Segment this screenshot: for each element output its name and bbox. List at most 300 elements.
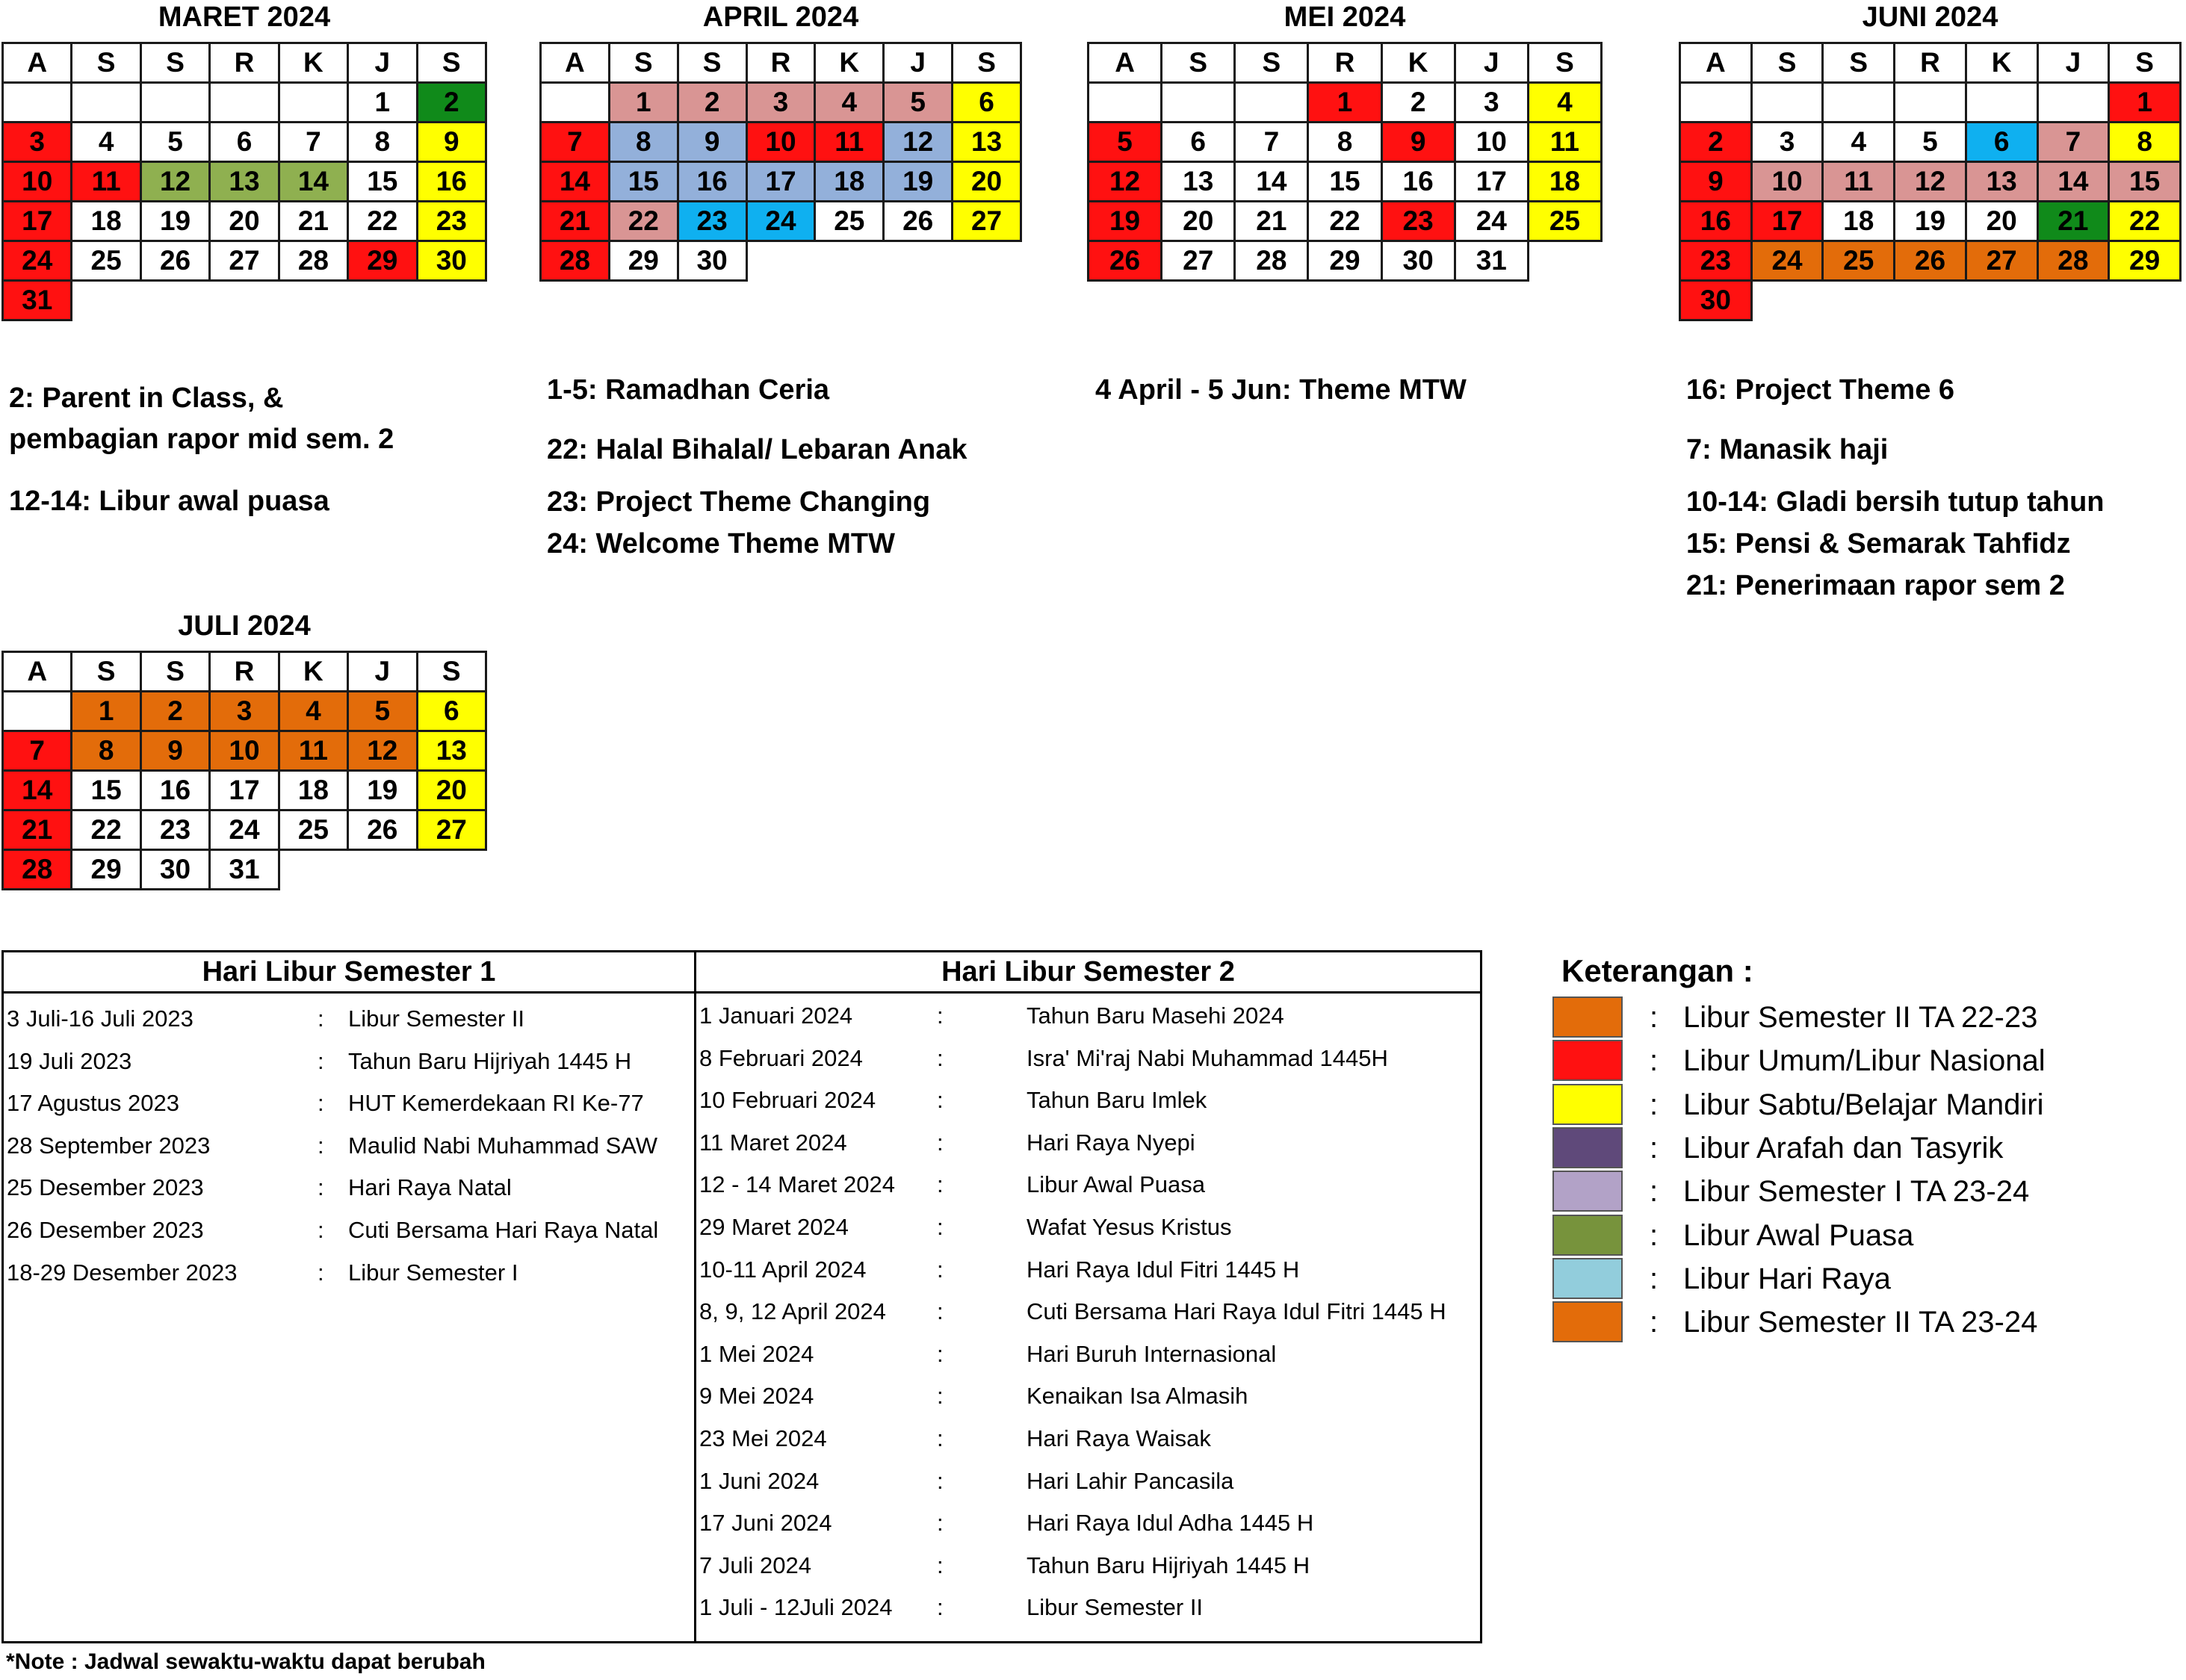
calendar-day: 20: [1966, 202, 2037, 241]
calendar-day: 10: [1455, 123, 1528, 162]
calendar-day: 22: [72, 810, 140, 850]
calendar-day: 20: [417, 771, 486, 810]
note-line: 4 April - 5 Jun: Theme MTW: [1095, 374, 1467, 406]
footnote: *Note : Jadwal sewaktu-waktu dapat berubah: [6, 1649, 486, 1674]
calendar-juli: [1, 610, 487, 890]
legend-swatch: [1552, 1171, 1623, 1212]
calendar-day: 18: [1823, 202, 1895, 241]
calendar-day: 4: [72, 123, 140, 162]
calendar-day: 15: [1308, 162, 1381, 202]
legend-swatch: [1552, 1084, 1623, 1125]
holiday-date: 9 Mei 2024: [699, 1383, 814, 1410]
calendar-blank: [279, 850, 347, 890]
calendar-day: 21: [279, 202, 347, 241]
calendar-blank: [210, 281, 279, 320]
calendar-day: 6: [1162, 123, 1235, 162]
calendar-day: 19: [884, 162, 953, 202]
calendar-day: 19: [1089, 202, 1162, 241]
calendar-day-empty: [1966, 83, 2037, 123]
calendar-blank: [2037, 281, 2109, 320]
holiday-separator: :: [937, 1298, 944, 1325]
calendar-day: 5: [884, 83, 953, 123]
calendar-day: 19: [348, 771, 417, 810]
calendar-day-empty: [140, 83, 209, 123]
legend-separator: :: [1650, 1044, 1659, 1078]
holiday-name: Hari Raya Natal: [348, 1174, 512, 1201]
calendar-april: [539, 1, 1022, 282]
calendar-day: 8: [348, 123, 417, 162]
holiday-semester-2: [696, 952, 1481, 1643]
holiday-row: [4, 1082, 694, 1125]
calendar-day: 20: [953, 162, 1021, 202]
calendar-day: 24: [746, 202, 815, 241]
calendar-day: 28: [541, 241, 610, 281]
holiday-name: Cuti Bersama Hari Raya Natal: [348, 1216, 659, 1243]
weekday-header: S: [2109, 43, 2181, 83]
calendar-day: 11: [72, 162, 140, 202]
calendar-grid: [539, 42, 1022, 282]
calendar-day: 8: [609, 123, 678, 162]
calendar-day: 10: [1751, 162, 1823, 202]
holiday-separator: :: [318, 1090, 324, 1117]
calendar-day: 2: [140, 692, 209, 731]
month-title: JULI 2024: [178, 610, 311, 642]
legend-item: [1552, 1127, 2150, 1170]
calendar-day: 21: [541, 202, 610, 241]
calendar-day: 24: [1455, 202, 1528, 241]
calendar-day: 11: [1528, 123, 1601, 162]
holiday-semester-2-title: Hari Libur Semester 2: [696, 952, 1480, 994]
calendar-day: 23: [417, 202, 486, 241]
legend-label: Libur Hari Raya: [1683, 1262, 1891, 1295]
holiday-date: 1 Juni 2024: [699, 1467, 820, 1494]
calendar-day: 29: [609, 241, 678, 281]
calendar-day: 30: [417, 241, 486, 281]
calendar-day: 3: [746, 83, 815, 123]
holiday-row: [4, 1125, 694, 1168]
calendar-day: 9: [140, 731, 209, 771]
weekday-header: S: [1751, 43, 1823, 83]
weekday-header: J: [2037, 43, 2109, 83]
note-line: 16: Project Theme 6: [1686, 374, 1955, 406]
legend-label: Libur Awal Puasa: [1683, 1218, 1914, 1252]
calendar-day: 27: [953, 202, 1021, 241]
weekday-header: S: [140, 652, 209, 692]
holiday-separator: :: [318, 1174, 324, 1201]
holiday-name: Libur Semester II: [348, 1005, 525, 1032]
calendar-day: 1: [609, 83, 678, 123]
calendar-day: 2: [1381, 83, 1455, 123]
calendar-day: 22: [1308, 202, 1381, 241]
weekday-header: S: [417, 652, 486, 692]
calendar-blank: [417, 850, 486, 890]
holiday-separator: :: [937, 1044, 944, 1071]
calendar-day: 16: [417, 162, 486, 202]
calendar-day: 3: [3, 123, 72, 162]
legend-separator: :: [1650, 1218, 1659, 1252]
holiday-date: 10-11 April 2024: [699, 1256, 867, 1283]
holiday-date: 18-29 Desember 2023: [7, 1259, 238, 1286]
calendar-day: 13: [1966, 162, 2037, 202]
holiday-separator: :: [318, 1132, 324, 1159]
weekday-header: S: [609, 43, 678, 83]
holiday-name: Tahun Baru Hijriyah 1445 H: [348, 1047, 632, 1074]
holiday-date: 10 Februari 2024: [699, 1087, 876, 1114]
holiday-date: 19 Juli 2023: [7, 1047, 132, 1074]
holiday-row: [696, 1375, 1480, 1418]
holiday-name: Tahun Baru Masehi 2024: [1027, 1002, 1284, 1029]
calendar-grid: [1679, 42, 2182, 321]
weekday-header: S: [140, 43, 209, 83]
calendar-day: 26: [348, 810, 417, 850]
holiday-date: 1 Juli - 12Juli 2024: [699, 1594, 893, 1621]
holiday-date: 25 Desember 2023: [7, 1174, 204, 1201]
calendar-blank: [1823, 281, 1895, 320]
weekday-header: S: [72, 652, 140, 692]
calendar-day-empty: [1089, 83, 1162, 123]
holiday-row: [696, 1545, 1480, 1587]
holiday-name: Maulid Nabi Muhammad SAW: [348, 1132, 658, 1159]
calendar-day: 3: [1751, 123, 1823, 162]
calendar-day: 8: [2109, 123, 2181, 162]
calendar-day: 1: [348, 83, 417, 123]
legend-separator: :: [1650, 1131, 1659, 1165]
holiday-date: 17 Agustus 2023: [7, 1090, 179, 1117]
calendar-day: 11: [1823, 162, 1895, 202]
holiday-name: Wafat Yesus Kristus: [1027, 1213, 1232, 1240]
calendar-day: 24: [3, 241, 72, 281]
calendar-blank: [1751, 281, 1823, 320]
calendar-blank: [815, 241, 884, 281]
calendar-day: 18: [279, 771, 347, 810]
weekday-header: S: [953, 43, 1021, 83]
note-line: pembagian rapor mid sem. 2: [9, 424, 394, 455]
holiday-date: 8 Februari 2024: [699, 1044, 863, 1071]
holiday-name: Hari Raya Nyepi: [1027, 1129, 1195, 1156]
holiday-row: [4, 1041, 694, 1083]
legend-item: [1552, 1258, 2150, 1301]
calendar-day: 7: [2037, 123, 2109, 162]
legend-item: [1552, 996, 2150, 1039]
calendar-day: 4: [1528, 83, 1601, 123]
legend-label: Libur Arafah dan Tasyrik: [1683, 1131, 2004, 1165]
calendar-day: 30: [1381, 241, 1455, 281]
calendar-day: 16: [1680, 202, 1752, 241]
legend-item: [1552, 1301, 2150, 1344]
calendar-day: 17: [210, 771, 279, 810]
calendar-juni: [1679, 1, 2182, 321]
calendar-day: 13: [953, 123, 1021, 162]
holiday-row: [696, 995, 1480, 1038]
calendar-day: 19: [140, 202, 209, 241]
legend-swatch: [1552, 996, 1623, 1038]
calendar-blank: [1895, 281, 1966, 320]
calendar-day-empty: [72, 83, 140, 123]
calendar-day: 27: [417, 810, 486, 850]
weekday-header: K: [1381, 43, 1455, 83]
weekday-header: A: [541, 43, 610, 83]
holiday-separator: :: [937, 1594, 944, 1621]
calendar-day: 30: [678, 241, 746, 281]
calendar-day: 4: [815, 83, 884, 123]
weekday-header: A: [3, 652, 72, 692]
calendar-day: 10: [210, 731, 279, 771]
legend-item: [1552, 1084, 2150, 1126]
legend-label: Libur Semester I TA 23-24: [1683, 1175, 2030, 1209]
legend-separator: :: [1650, 1088, 1659, 1121]
note-line: 1-5: Ramadhan Ceria: [547, 374, 830, 406]
calendar-day: 1: [72, 692, 140, 731]
calendar-day: 29: [2109, 241, 2181, 281]
calendar-day: 25: [1528, 202, 1601, 241]
holiday-semester-1-list: [4, 994, 694, 1294]
calendar-day: 28: [1235, 241, 1308, 281]
legend-swatch: [1552, 1258, 1623, 1299]
calendar-day: 18: [815, 162, 884, 202]
calendar-day: 5: [1895, 123, 1966, 162]
calendar-day: 3: [210, 692, 279, 731]
legend-item: [1552, 1215, 2150, 1257]
holiday-row: [696, 1122, 1480, 1165]
weekday-header: K: [1966, 43, 2037, 83]
calendar-day: 27: [1966, 241, 2037, 281]
holiday-date: 3 Juli-16 Juli 2023: [7, 1005, 193, 1032]
holiday-date: 1 Mei 2024: [699, 1340, 814, 1367]
weekday-header: J: [884, 43, 953, 83]
weekday-header: R: [1308, 43, 1381, 83]
holiday-semester-1-title: Hari Libur Semester 1: [4, 952, 694, 994]
calendar-day: 23: [678, 202, 746, 241]
calendar-day: 15: [72, 771, 140, 810]
holiday-separator: :: [937, 1213, 944, 1240]
calendar-day: 13: [1162, 162, 1235, 202]
holiday-separator: :: [937, 1467, 944, 1494]
legend-swatch: [1552, 1127, 1623, 1168]
holiday-name: Libur Awal Puasa: [1027, 1171, 1205, 1198]
calendar-day: 13: [210, 162, 279, 202]
weekday-header: S: [1162, 43, 1235, 83]
holiday-name: Tahun Baru Hijriyah 1445 H: [1027, 1552, 1310, 1578]
calendar-day: 16: [140, 771, 209, 810]
calendar-day-empty: [279, 83, 347, 123]
weekday-header: S: [1528, 43, 1601, 83]
calendar-day: 26: [884, 202, 953, 241]
calendar-day: 4: [1823, 123, 1895, 162]
calendar-blank: [1528, 241, 1601, 281]
calendar-day: 29: [348, 241, 417, 281]
holiday-separator: :: [937, 1552, 944, 1578]
calendar-day: 23: [1381, 202, 1455, 241]
calendar-day: 10: [3, 162, 72, 202]
calendar-blank: [2109, 281, 2181, 320]
holiday-row: [696, 1418, 1480, 1460]
calendar-day: 23: [140, 810, 209, 850]
calendar-day: 7: [279, 123, 347, 162]
holiday-date: 26 Desember 2023: [7, 1216, 204, 1243]
calendar-day: 1: [1308, 83, 1381, 123]
calendar-day: 26: [1895, 241, 1966, 281]
calendar-day: 12: [884, 123, 953, 162]
holiday-date: 1 Januari 2024: [699, 1002, 853, 1029]
month-title: MEI 2024: [1284, 1, 1406, 33]
calendar-grid: [1, 651, 487, 890]
holiday-row: [696, 1587, 1480, 1629]
note-line: 23: Project Theme Changing: [547, 486, 931, 518]
calendar-day-empty: [1162, 83, 1235, 123]
holiday-row: [4, 1167, 694, 1209]
calendar-day: 9: [1381, 123, 1455, 162]
note-line: 7: Manasik haji: [1686, 434, 1889, 465]
calendar-day: 13: [417, 731, 486, 771]
calendar-day: 23: [1680, 241, 1752, 281]
calendar-day: 12: [1089, 162, 1162, 202]
calendar-day: 22: [348, 202, 417, 241]
note-line: 2: Parent in Class, &: [9, 382, 284, 414]
holiday-separator: :: [318, 1005, 324, 1032]
calendar-day-empty: [1680, 83, 1752, 123]
legend-item: [1552, 1171, 2150, 1213]
weekday-header: J: [1455, 43, 1528, 83]
holiday-separator: :: [937, 1087, 944, 1114]
calendar-day: 18: [1528, 162, 1601, 202]
calendar-blank: [1966, 281, 2037, 320]
legend-separator: :: [1650, 1262, 1659, 1295]
calendar-maret: [1, 1, 487, 321]
calendar-blank: [746, 241, 815, 281]
calendar-mei: [1087, 1, 1603, 282]
weekday-header: A: [1680, 43, 1752, 83]
calendar-day: 16: [1381, 162, 1455, 202]
holiday-separator: :: [318, 1216, 324, 1243]
legend-label: Libur Semester II TA 22-23: [1683, 1001, 2038, 1034]
calendar-day: 14: [1235, 162, 1308, 202]
calendar-day: 14: [3, 771, 72, 810]
calendar-day: 29: [72, 850, 140, 890]
note-line: 10-14: Gladi bersih tutup tahun: [1686, 486, 2105, 518]
calendar-day: 12: [348, 731, 417, 771]
legend-label: Libur Sabtu/Belajar Mandiri: [1683, 1088, 2044, 1121]
calendar-day: 18: [72, 202, 140, 241]
calendar-day: 17: [1751, 202, 1823, 241]
holiday-row: [696, 1291, 1480, 1333]
weekday-header: K: [279, 43, 347, 83]
calendar-day-empty: [3, 692, 72, 731]
holiday-separator: :: [318, 1259, 324, 1286]
holiday-name: Cuti Bersama Hari Raya Idul Fitri 1445 H: [1027, 1298, 1446, 1325]
calendar-day: 22: [2109, 202, 2181, 241]
holiday-separator: :: [318, 1047, 324, 1074]
holiday-name: Hari Raya Idul Adha 1445 H: [1027, 1510, 1314, 1537]
holiday-separator: :: [937, 1002, 944, 1029]
holiday-separator: :: [937, 1510, 944, 1537]
holiday-row: [696, 1038, 1480, 1080]
calendar-day: 31: [210, 850, 279, 890]
calendar-day: 2: [1680, 123, 1752, 162]
holiday-date: 23 Mei 2024: [699, 1425, 827, 1451]
weekday-header: K: [815, 43, 884, 83]
calendar-day: 22: [609, 202, 678, 241]
holiday-row: [696, 1502, 1480, 1545]
calendar-day: 25: [1823, 241, 1895, 281]
calendar-day: 2: [678, 83, 746, 123]
calendar-blank: [140, 281, 209, 320]
weekday-header: A: [3, 43, 72, 83]
calendar-day: 5: [348, 692, 417, 731]
weekday-header: A: [1089, 43, 1162, 83]
holiday-separator: :: [937, 1340, 944, 1367]
weekday-header: J: [348, 652, 417, 692]
calendar-blank: [884, 241, 953, 281]
holiday-date: 29 Maret 2024: [699, 1213, 849, 1240]
weekday-header: S: [1235, 43, 1308, 83]
legend-label: Libur Semester II TA 23-24: [1683, 1306, 2038, 1339]
calendar-day: 28: [3, 850, 72, 890]
holiday-row: [696, 1206, 1480, 1249]
calendar-day: 30: [1680, 281, 1752, 320]
weekday-header: S: [678, 43, 746, 83]
calendar-day: 12: [140, 162, 209, 202]
calendar-day-empty: [1895, 83, 1966, 123]
calendar-day: 6: [417, 692, 486, 731]
calendar-day: 7: [3, 731, 72, 771]
calendar-day: 27: [210, 241, 279, 281]
calendar-day: 9: [417, 123, 486, 162]
holiday-semester-1: [3, 952, 696, 1643]
calendar-day-empty: [2037, 83, 2109, 123]
calendar-day: 31: [3, 281, 72, 320]
month-title: APRIL 2024: [702, 1, 859, 33]
calendar-day: 29: [1308, 241, 1381, 281]
calendar-day: 2: [417, 83, 486, 123]
weekday-header: R: [210, 652, 279, 692]
calendar-day: 31: [1455, 241, 1528, 281]
calendar-day-empty: [1823, 83, 1895, 123]
weekday-header: R: [746, 43, 815, 83]
calendar-day: 28: [2037, 241, 2109, 281]
calendar-day: 25: [279, 810, 347, 850]
calendar-day: 8: [1308, 123, 1381, 162]
holiday-name: Hari Lahir Pancasila: [1027, 1467, 1234, 1494]
holiday-row: [4, 1209, 694, 1252]
calendar-day: 16: [678, 162, 746, 202]
note-line: 24: Welcome Theme MTW: [547, 528, 895, 560]
month-title: JUNI 2024: [1862, 1, 1998, 33]
calendar-day: 30: [140, 850, 209, 890]
holiday-date: 12 - 14 Maret 2024: [699, 1171, 895, 1198]
holiday-name: Kenaikan Isa Almasih: [1027, 1383, 1248, 1410]
legend-label: Libur Umum/Libur Nasional: [1683, 1044, 2046, 1078]
calendar-day: 8: [72, 731, 140, 771]
calendar-day: 19: [1895, 202, 1966, 241]
calendar-blank: [348, 850, 417, 890]
weekday-header: S: [72, 43, 140, 83]
calendar-day: 17: [1455, 162, 1528, 202]
calendar-day: 15: [609, 162, 678, 202]
weekday-header: J: [348, 43, 417, 83]
calendar-day: 15: [348, 162, 417, 202]
legend-swatch: [1552, 1215, 1623, 1256]
calendar-day: 14: [541, 162, 610, 202]
calendar-day: 21: [1235, 202, 1308, 241]
calendar-day: 6: [210, 123, 279, 162]
calendar-day: 14: [2037, 162, 2109, 202]
calendar-day-empty: [210, 83, 279, 123]
holiday-name: Hari Buruh Internasional: [1027, 1340, 1277, 1367]
legend-separator: :: [1650, 1306, 1659, 1339]
note-line: 12-14: Libur awal puasa: [9, 486, 329, 517]
month-title: MARET 2024: [158, 1, 331, 33]
holiday-name: Libur Semester II: [1027, 1594, 1204, 1621]
